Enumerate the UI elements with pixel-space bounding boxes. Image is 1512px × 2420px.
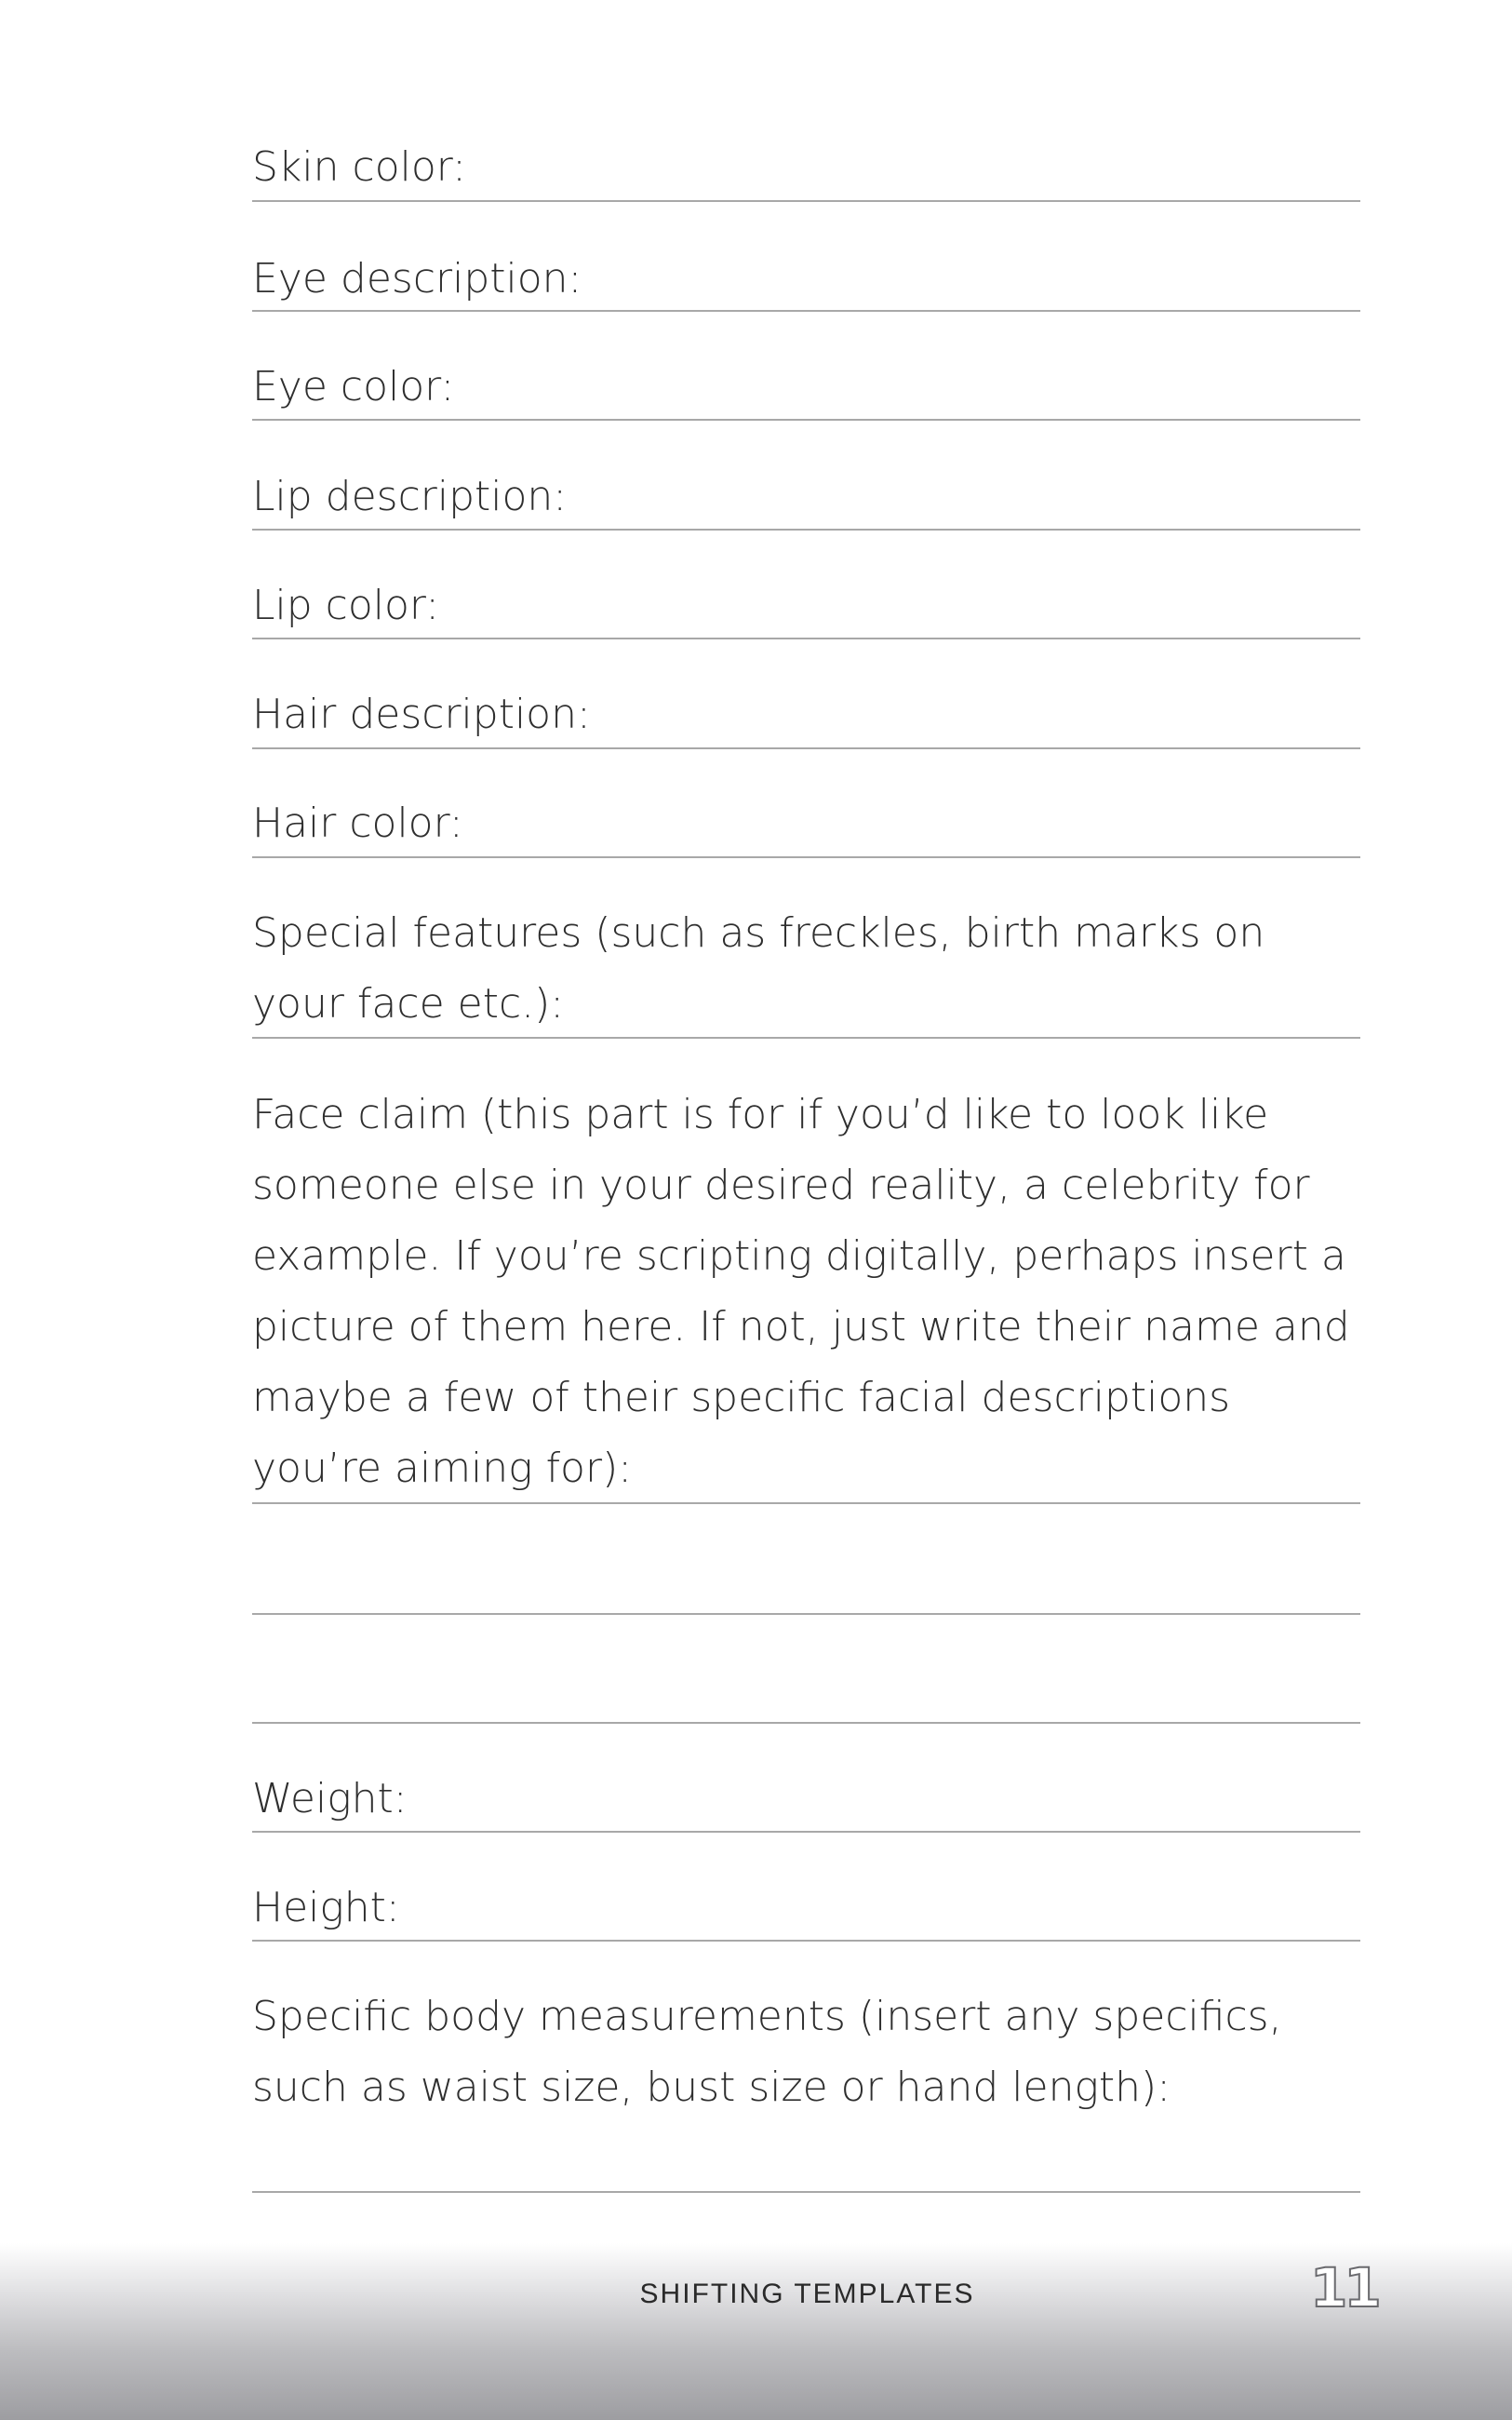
face-claim-line-1[interactable] xyxy=(252,1502,1360,1504)
height-label: Height: xyxy=(252,1884,400,1931)
face-claim-line-3[interactable] xyxy=(252,1722,1360,1724)
skin-color-line[interactable] xyxy=(252,200,1360,202)
lip-color-line[interactable] xyxy=(252,638,1360,639)
footer-title: SHIFTING TEMPLATES xyxy=(639,2279,975,2309)
hair-description-line[interactable] xyxy=(252,747,1360,749)
hair-description-label: Hair description: xyxy=(252,691,591,738)
special-features-line[interactable] xyxy=(252,1037,1360,1039)
weight-line[interactable] xyxy=(252,1831,1360,1833)
height-line[interactable] xyxy=(252,1940,1360,1942)
lip-description-label: Lip description: xyxy=(252,473,568,520)
eye-description-label: Eye description: xyxy=(252,255,582,302)
body-measurements-label: Specific body measurements (insert any specifics, such as waist size, bust size or hand length): xyxy=(252,1993,1282,2111)
hair-color-label: Hair color: xyxy=(252,800,463,847)
special-features-label: Special features (such as freckles, birth marks on your face etc.): xyxy=(252,909,1265,1028)
eye-color-line[interactable] xyxy=(252,419,1360,421)
lip-color-label: Lip color: xyxy=(252,582,440,629)
eye-color-label: Eye color: xyxy=(252,363,455,410)
weight-label: Weight: xyxy=(252,1775,408,1822)
page-footer xyxy=(0,2243,1512,2420)
lip-description-line[interactable] xyxy=(252,529,1360,531)
body-measurements-line[interactable] xyxy=(252,2191,1360,2193)
eye-description-line[interactable] xyxy=(252,310,1360,312)
skin-color-label: Skin color: xyxy=(252,143,466,191)
face-claim-line-2[interactable] xyxy=(252,1613,1360,1615)
hair-color-line[interactable] xyxy=(252,856,1360,858)
face-claim-label: Face claim (this part is for if you’d like to look like someone else in your desired reality, a celebrity for example. If you’re scripting digitally, perhaps insert a picture of them here. If not, just write their name and maybe a few of their specific facial descriptions you’re aiming for): xyxy=(252,1091,1350,1492)
page-number: 11 xyxy=(1310,2256,1378,2319)
